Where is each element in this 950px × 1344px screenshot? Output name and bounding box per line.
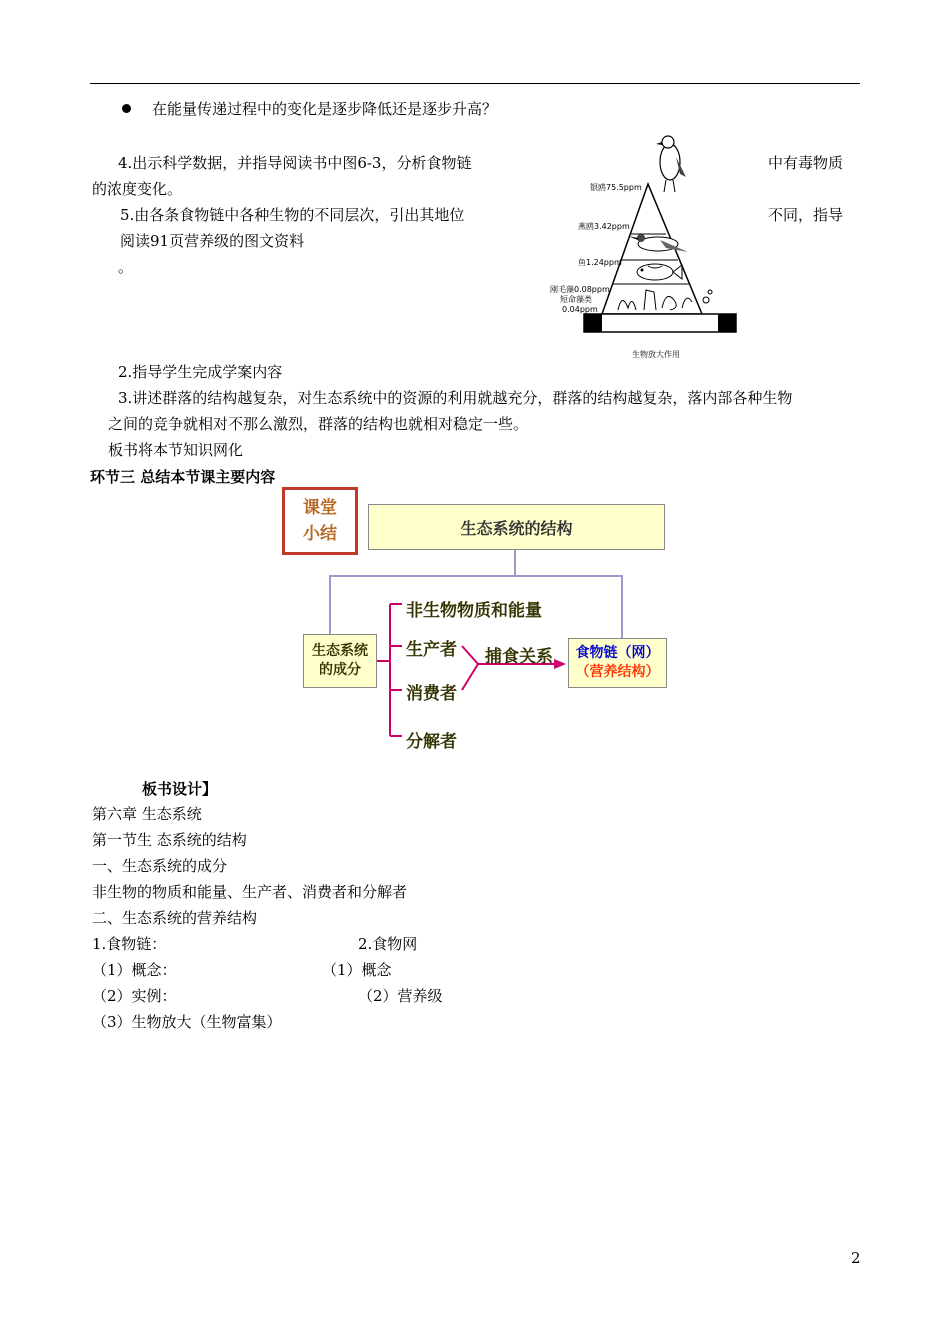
branch-consumers: 消费者 (406, 684, 457, 704)
branch-producers: 生产者 (406, 640, 457, 660)
magnification-label: （3）生物放大（生物富集） (92, 1013, 282, 1031)
board-note: 板书将本节知识网化 (108, 441, 244, 459)
board-design-heading: 板书设计】 (142, 780, 218, 798)
components-line2: 的成分 (319, 662, 361, 678)
part2-heading: 二、生态系统的营养结构 (92, 909, 258, 927)
step3-text-cont: 之间的竞争就相对不那么激烈，群落的结构也就相对稳定一些。 (108, 415, 529, 433)
concept-b: （1）概念 (322, 961, 392, 979)
concept-a: （1）概念： (92, 961, 177, 979)
pyramid-label-algae-ppm: 0.04ppm (562, 305, 598, 314)
badge-line1: 课堂 (303, 498, 337, 518)
step2-text: 2.指导学生完成学案内容 (118, 363, 283, 381)
food-web-label: 2.食物网 (358, 935, 418, 953)
arrow-head-icon (554, 659, 566, 669)
step5-text-cont: 不同，指导 (768, 206, 844, 224)
result-line2: （营养结构） (575, 664, 660, 680)
branch-decomposers: 分解者 (406, 732, 457, 752)
food-chain-label: 1.食物链： (92, 935, 167, 953)
step4-text: 4.出示科学数据，并指导阅读书中图6-3，分析食物链 (118, 154, 472, 172)
badge-line2: 小结 (303, 524, 337, 544)
components-line1: 生态系统 (312, 643, 368, 659)
pyramid-label-tern: 燕鸥3.42ppm (578, 222, 630, 231)
part1-content: 非生物的物质和能量、生产者、消费者和分解者 (92, 883, 408, 901)
step5-period: 。 (118, 258, 134, 276)
step4-text-cont: 中有毒物质 (768, 154, 844, 172)
step5-text: 5.由各条食物链中各种生物的不同层次，引出其地位 (120, 206, 465, 224)
concept-map-title: 生态系统的结构 (368, 504, 665, 550)
result-line1: 食物链（网） (575, 645, 660, 661)
predation-relation: 捕食关系 (485, 647, 553, 667)
pyramid-label-algae: 短命藻类 (560, 295, 592, 304)
pyramid-label-gull: 银鸥75.5ppm (590, 183, 642, 192)
chapter-title: 第六章 生态系统 (92, 805, 202, 823)
step5-text-end: 阅读91页营养级的图文资料 (120, 232, 305, 250)
pyramid-caption: 生物放大作用 (632, 350, 680, 359)
section3-title: 环节三 总结本节课主要内容 (90, 468, 276, 486)
part1-heading: 一、生态系统的成分 (92, 857, 228, 875)
food-chain-box (568, 638, 667, 688)
branch-abiotic: 非生物物质和能量 (406, 601, 542, 621)
section-title: 第一节生 态系统的结构 (92, 831, 247, 849)
bullet-question: 在能量传递过程中的变化是逐步降低还是逐步升高？ (152, 100, 498, 118)
step4-text-end: 的浓度变化。 (92, 180, 183, 198)
step3-text: 3.讲述群落的结构越复杂，对生态系统中的资源的利用就越充分，群落的结构越复杂，落内部各种生物 (118, 389, 793, 407)
page-number: 2 (851, 1249, 861, 1267)
ecosystem-components-box (303, 634, 377, 688)
pyramid-label-cladophora: 刚毛藻0.08ppm (550, 285, 610, 294)
pyramid-label-fish: 鱼1.24ppm (578, 258, 622, 267)
example-label: （2）实例： (92, 987, 177, 1005)
trophic-level-label: （2）营养级 (358, 987, 443, 1005)
